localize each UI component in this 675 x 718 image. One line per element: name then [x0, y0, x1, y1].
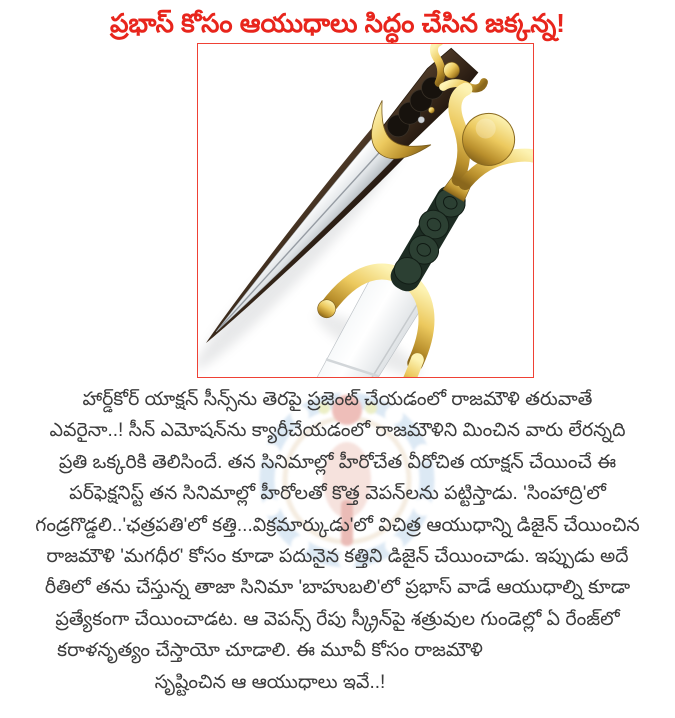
weapons-photo-frame [197, 43, 534, 378]
two-swords-image [198, 44, 533, 377]
article-line: కరాళనృత్యం చేస్తాయో చూడాలి. ఈ మూవీ కోసం రాజమౌళి [57, 640, 483, 662]
article-line: గండ్రగొడ్డలి..'ఛత్రపతి'లో కత్తి...విక్రమార్కుడు'లో విచిత్ర ఆయుధాన్ని డిజైన్ చేయించిన [35, 514, 640, 536]
page-title: ప్రభాస్ కోసం ఆయుధాలు సిద్ధం చేసిన జక్కన్న! [110, 8, 565, 38]
article-body [0, 384, 675, 698]
article-line: హార్డ్‌కోర్ యాక్షన్ సీన్స్‌ను తెరపై ప్రజెంట్ చేయడంలో రాజమౌళి తరువాతే [82, 389, 593, 410]
article-line: ప్రత్యేకంగా చేయించాడట. ఆ వెపన్స్ రేపు స్క్రీన్‌పై శత్రువుల గుండెల్లో ఏ రేంజ్‌లో [55, 608, 620, 630]
article-line: సృష్టించిన ఆ ఆయుధాలు ఇవే..! [154, 671, 386, 693]
article-line: ప్రతి ఒక్కరికి తెలిసిందే. తన సినిమాల్లో హీరోచేత వీరోచిత యాక్షన్ చేయించే ఈ [58, 451, 617, 473]
article-line: ఎవరైనా..! సీన్ ఎమోషన్‌ను క్యారీచేయడంలో రాజమౌళిని మించిన వారు లేరన్నది [49, 420, 626, 442]
article-line: పర్‌ఫెక్షనిస్ట్ తన సినిమాల్లో హీరోలతో కొత్త వెపన్‌లను పట్టిస్తాడు. 'సింహాద్రి'లో [69, 483, 606, 505]
article-line: రాజమౌళి 'మగధీర' కోసం కూడా పదునైన కత్తిని డిజైన్ చేయించాడు. ఇప్పుడు అదే [46, 545, 629, 567]
article-line: రీతిలో తను చేస్తున్న తాజా సినిమా 'బాహుబలి'లో ప్రభాస్ వాడే ఆయుధాల్ని కూడా [44, 577, 631, 599]
